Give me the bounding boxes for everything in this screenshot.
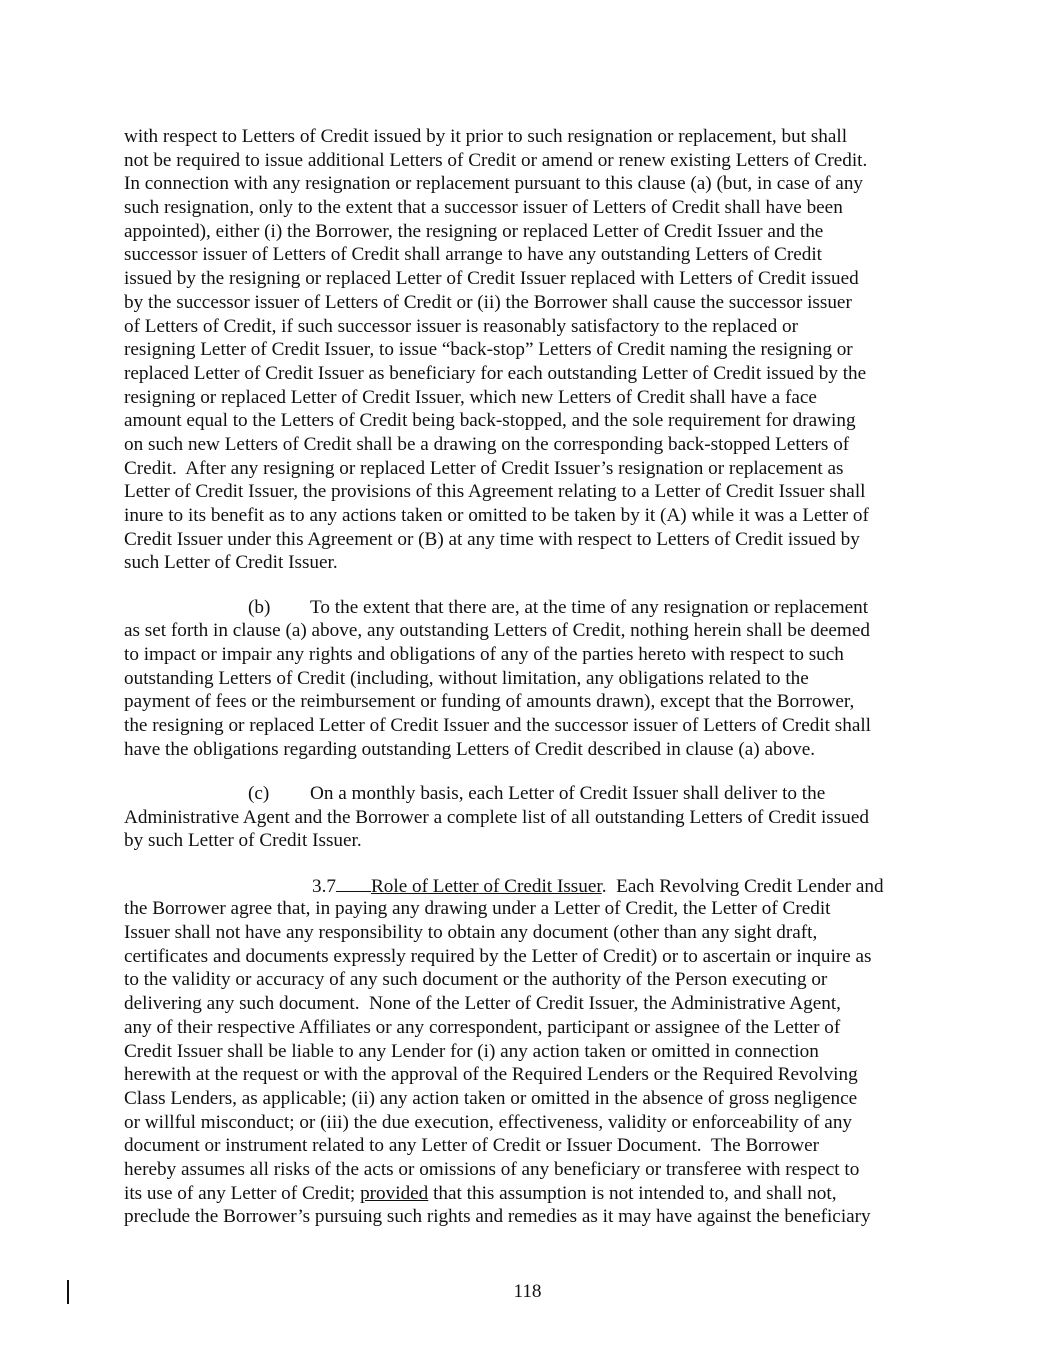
text-line: appointed), either (i) the Borrower, the resigning or replaced Letter of Credit Issuer and the (124, 220, 824, 242)
text-line: any of their respective Affiliates or any correspondent, participant or assignee of the Letter of (124, 1016, 841, 1038)
text-line: Letter of Credit Issuer, the provisions of this Agreement relating to a Letter of Credit Issuer shall (124, 481, 866, 503)
clause-label-c: (c) (248, 783, 270, 805)
text-run: . Each Revolving Credit Lender and (601, 875, 884, 897)
text-line: issued by the resigning or replaced Letter of Credit Issuer replaced with Letters of Credit issued (124, 268, 859, 290)
document-body (124, 125, 924, 1229)
text-line: the resigning or replaced Letter of Credit Issuer and the successor issuer of Letters of Credit shall (124, 715, 872, 737)
text-line: have the obligations regarding outstanding Letters of Credit described in clause (a) above. (124, 738, 816, 760)
text-line: Administrative Agent and the Borrower a complete list of all outstanding Letters of Credit issued (124, 806, 869, 828)
text-line: hereby assumes all risks of the acts or omissions of any beneficiary or transferee with respect to (124, 1158, 860, 1180)
text-line: resigning Letter of Credit Issuer, to issue “back-stop” Letters of Credit naming the resigning or (124, 339, 853, 361)
section-heading-line (124, 874, 924, 898)
section-3-7 (124, 874, 924, 1229)
section-heading: Role of Letter of Credit Issuer (370, 875, 602, 897)
text-run: On a monthly basis, each Letter of Credit Issuer shall deliver to the (310, 783, 826, 805)
text-line: Credit Issuer under this Agreement or (B) at any time with respect to Letters of Credit issued by (124, 528, 860, 550)
text-line: outstanding Letters of Credit (including, without limitation, any obligations related to the (124, 667, 809, 689)
text-line: not be required to issue additional Letters of Credit or amend or renew existing Letters of Credit. (124, 149, 868, 171)
text-line: herewith at the request or with the approval of the Required Lenders or the Required Revolving (124, 1064, 858, 1086)
text-line: Class Lenders, as applicable; (ii) any action taken or omitted in the absence of gross negligence (124, 1087, 858, 1109)
text-line: Credit. After any resigning or replaced Letter of Credit Issuer’s resignation or replacement as (124, 457, 844, 479)
text-line: certificates and documents expressly required by the Letter of Credit) or to ascertain or inquire as (124, 945, 872, 967)
provided-term: provided (360, 1182, 429, 1204)
paragraph-b-first-line (124, 596, 924, 620)
text-line: resigning or replaced Letter of Credit Issuer, which new Letters of Credit shall have a face (124, 386, 817, 408)
section-number: 3.7 (312, 875, 336, 897)
text-run: its use of any Letter of Credit; (124, 1182, 361, 1204)
paragraph-c-first-line (124, 782, 924, 806)
provided-line (124, 1182, 924, 1206)
page-number: 118 (513, 1281, 542, 1302)
text-line: Credit Issuer shall be liable to any Lender for (i) any action taken or omitted in connection (124, 1040, 819, 1062)
heading-underline-tab (336, 874, 371, 892)
text-line: or willful misconduct; or (iii) the due execution, effectiveness, validity or enforceability of any (124, 1111, 853, 1133)
text-line: by the successor issuer of Letters of Credit or (ii) the Borrower shall cause the successor issuer (124, 291, 852, 313)
text-line: on such new Letters of Credit shall be a drawing on the corresponding back-stopped Letters of (124, 433, 850, 455)
text-line: to impact or impair any rights and obligations of any of the parties hereto with respect to such (124, 644, 844, 666)
text-line: inure to its benefit as to any actions taken or omitted to be taken by it (A) while it was a Letter of (124, 505, 869, 526)
text-run: To the extent that there are, at the time of any resignation or replacement (310, 596, 869, 618)
text-line: the Borrower agree that, in paying any drawing under a Letter of Credit, the Letter of Credit (124, 898, 831, 920)
text-run: that this assumption is not intended to, and shall not, (428, 1182, 837, 1204)
text-line: such resignation, only to the extent that a successor issuer of Letters of Credit shall have been (124, 197, 843, 219)
text-line: delivering any such document. None of the Letter of Credit Issuer, the Administrative Agent, (124, 993, 841, 1015)
paragraph-c (124, 782, 924, 853)
text-line: by such Letter of Credit Issuer. (124, 830, 362, 852)
text-line: with respect to Letters of Credit issued by it prior to such resignation or replacement, but shall (124, 126, 848, 147)
text-line: Issuer shall not have any responsibility to obtain any document (other than any sight draft, (124, 922, 818, 944)
paragraph-a-continuation (124, 125, 924, 575)
clause-label-b: (b) (248, 596, 271, 618)
text-line: successor issuer of Letters of Credit shall arrange to have any outstanding Letters of Credit (124, 244, 823, 266)
text-line: preclude the Borrower’s pursuing such rights and remedies as it may have against the beneficiary (124, 1206, 871, 1228)
text-line: In connection with any resignation or replacement pursuant to this clause (a) (but, in case of any (124, 173, 864, 195)
text-line: as set forth in clause (a) above, any outstanding Letters of Credit, nothing herein shall be deemed (124, 620, 870, 642)
paragraph-b (124, 596, 924, 762)
text-line: such Letter of Credit Issuer. (124, 552, 338, 574)
text-line: to the validity or accuracy of any such document or the authority of the Person executing or (124, 969, 828, 991)
text-line: replaced Letter of Credit Issuer as beneficiary for each outstanding Letter of Credit issued by the (124, 362, 867, 384)
text-line: document or instrument related to any Letter of Credit or Issuer Document. The Borrower (124, 1135, 819, 1157)
text-line: payment of fees or the reimbursement or funding of amounts drawn), except that the Borrower, (124, 691, 855, 713)
text-line: amount equal to the Letters of Credit being back-stopped, and the sole requirement for drawing (124, 410, 856, 432)
text-line: of Letters of Credit, if such successor issuer is reasonably satisfactory to the replaced or (124, 315, 799, 337)
